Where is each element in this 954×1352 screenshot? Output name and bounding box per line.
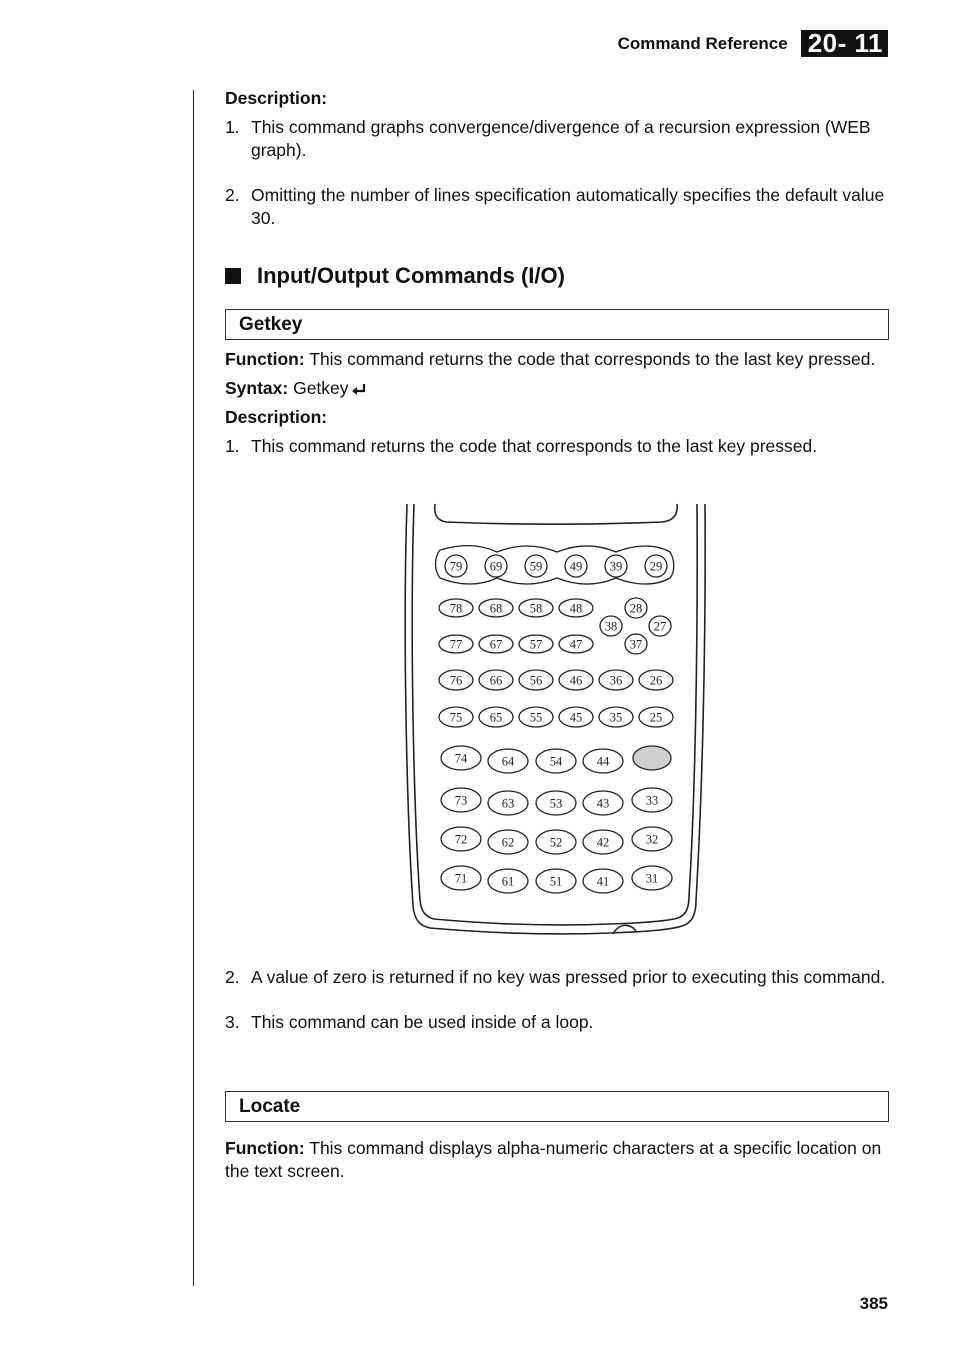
description-block-1 [225, 87, 889, 230]
calculator-key [519, 635, 553, 653]
key-code: 56 [529, 673, 543, 688]
key-code: 33 [645, 793, 659, 808]
calculator-key [559, 670, 593, 690]
function-label: Function: [225, 1138, 305, 1158]
key-code: 49 [569, 559, 583, 574]
calculator-key [525, 555, 547, 577]
calculator-key [605, 555, 627, 577]
calculator-key [445, 555, 467, 577]
calculator-key [536, 869, 576, 893]
list-text: This command returns the code that corresponds to the last key pressed. [251, 436, 818, 456]
key-layer [439, 555, 673, 893]
key-code: 27 [653, 619, 667, 634]
command-header-getkey [225, 309, 889, 340]
calculator-key [583, 791, 623, 815]
key-code: 43 [596, 796, 610, 811]
list-text: A value of zero is returned if no key was pressed prior to executing this command. [251, 967, 886, 987]
key-code: 63 [501, 796, 515, 811]
calculator-key [565, 555, 587, 577]
calculator-key [600, 616, 622, 636]
syntax-text: Getkey [288, 378, 349, 398]
calculator-key [559, 635, 593, 653]
list-number: 1. [225, 117, 240, 137]
calculator-key [633, 746, 671, 770]
key-code: 73 [454, 793, 468, 808]
key-code: 37 [629, 637, 643, 652]
getkey-description-continued [225, 966, 889, 1034]
description-label: Description: [225, 407, 328, 427]
key-code: 74 [454, 751, 468, 766]
locate-body [225, 1137, 889, 1183]
calculator-key [439, 599, 473, 617]
function-key-rail [436, 546, 674, 584]
header-page-code: 20- 11 [801, 30, 888, 57]
list-number: 3. [225, 1012, 240, 1032]
calculator-key [536, 749, 576, 773]
key-code: 65 [489, 710, 503, 725]
calculator-key [649, 616, 671, 636]
key-code: 62 [501, 835, 515, 850]
key-code: 71 [454, 871, 468, 886]
calculator-key [485, 555, 507, 577]
list-item [225, 1011, 889, 1034]
key-code: 44 [596, 754, 610, 769]
list-item [225, 966, 889, 989]
key-code: 41 [596, 874, 610, 889]
calculator-key [632, 827, 672, 851]
list-item [225, 435, 889, 458]
key-code: 28 [629, 601, 643, 616]
getkey-body [225, 348, 889, 458]
calculator-key [488, 869, 528, 893]
calculator-keypad-figure [400, 500, 712, 940]
list-text: Omitting the number of lines specification automatically specifies the default value 30. [251, 185, 885, 228]
calculator-key [479, 707, 513, 727]
key-code: 47 [569, 637, 583, 652]
key-code: 51 [549, 874, 563, 889]
key-code: 77 [449, 637, 463, 652]
section-heading-text: Input/Output Commands (I/O) [257, 263, 565, 288]
calculator-key [441, 746, 481, 770]
list-number: 2. [225, 967, 240, 987]
running-header [618, 30, 888, 57]
calculator-key [479, 670, 513, 690]
key-code: 67 [489, 637, 503, 652]
calculator-key [439, 707, 473, 727]
list-number: 2. [225, 185, 240, 205]
calculator-key [559, 707, 593, 727]
calculator-key [536, 830, 576, 854]
calculator-key [583, 869, 623, 893]
list-item [225, 184, 889, 230]
key-code: 38 [604, 619, 618, 634]
key-code: 66 [489, 673, 503, 688]
calculator-key [519, 599, 553, 617]
function-paragraph [225, 348, 889, 371]
key-code: 35 [609, 710, 623, 725]
key-code: 31 [645, 871, 659, 886]
key-code: 76 [449, 673, 463, 688]
key-code: 59 [529, 559, 543, 574]
calculator-key [488, 749, 528, 773]
syntax-line [225, 377, 889, 400]
calculator-key [599, 670, 633, 690]
calculator-key [479, 635, 513, 653]
key-code: 46 [569, 673, 583, 688]
key-code: 39 [609, 559, 623, 574]
description-label: Description: [225, 88, 328, 108]
calculator-key [583, 830, 623, 854]
page-number: 385 [859, 1294, 888, 1313]
key-code: 79 [449, 559, 463, 574]
list-text: This command graphs convergence/divergence of a recursion expression (WEB graph). [251, 117, 871, 160]
function-text: This command displays alpha-numeric characters at a specific location on the text screen. [225, 1138, 882, 1181]
calculator-key [519, 707, 553, 727]
calculator-key [599, 707, 633, 727]
return-arrow-icon [351, 383, 366, 395]
calculator-key [441, 866, 481, 890]
key-code: 29 [649, 559, 663, 574]
calculator-key [625, 634, 647, 654]
calculator-key [625, 598, 647, 618]
calculator-key [639, 670, 673, 690]
command-header-locate [225, 1091, 889, 1122]
calculator-key [639, 707, 673, 727]
key-code: 57 [529, 637, 543, 652]
key-code: 52 [549, 835, 563, 850]
header-title: Command Reference [617, 33, 788, 53]
calculator-key [583, 749, 623, 773]
key-code: 68 [489, 601, 503, 616]
key-code: 25 [649, 710, 663, 725]
key-code: 42 [596, 835, 610, 850]
calculator-key [559, 599, 593, 617]
margin-rule [193, 90, 194, 1286]
calculator-key [441, 827, 481, 851]
key-code: 69 [489, 559, 503, 574]
key-code: 26 [649, 673, 663, 688]
function-label: Function: [225, 349, 305, 369]
calculator-key [632, 866, 672, 890]
key-code: 78 [449, 601, 463, 616]
command-title: Locate [239, 1096, 301, 1117]
key-code: 58 [529, 601, 543, 616]
list-item [225, 116, 889, 162]
function-text: This command returns the code that corresponds to the last key pressed. [304, 349, 876, 369]
list-number: 1. [225, 436, 240, 456]
key-code: 54 [549, 754, 563, 769]
command-title: Getkey [239, 314, 303, 335]
calculator-key [632, 788, 672, 812]
key-code: 45 [569, 710, 583, 725]
key-code: 61 [501, 874, 515, 889]
calculator-key [439, 635, 473, 653]
key-code: 75 [449, 710, 463, 725]
key-code: 32 [645, 832, 659, 847]
key-code: 64 [501, 754, 515, 769]
key-code: 36 [609, 673, 623, 688]
key-code: 48 [569, 601, 583, 616]
calculator-key [488, 830, 528, 854]
calculator-key [645, 555, 667, 577]
syntax-label: Syntax: [225, 378, 289, 398]
square-bullet-icon [225, 268, 241, 284]
key-code: 55 [529, 710, 543, 725]
calculator-key [441, 788, 481, 812]
key-code: 72 [454, 832, 468, 847]
calculator-key [479, 599, 513, 617]
list-text: This command can be used inside of a loop. [251, 1012, 594, 1032]
key-code: 53 [549, 796, 563, 811]
calculator-key [536, 791, 576, 815]
calculator-key [519, 670, 553, 690]
calculator-key [439, 670, 473, 690]
calculator-key [488, 791, 528, 815]
section-heading [225, 264, 889, 287]
